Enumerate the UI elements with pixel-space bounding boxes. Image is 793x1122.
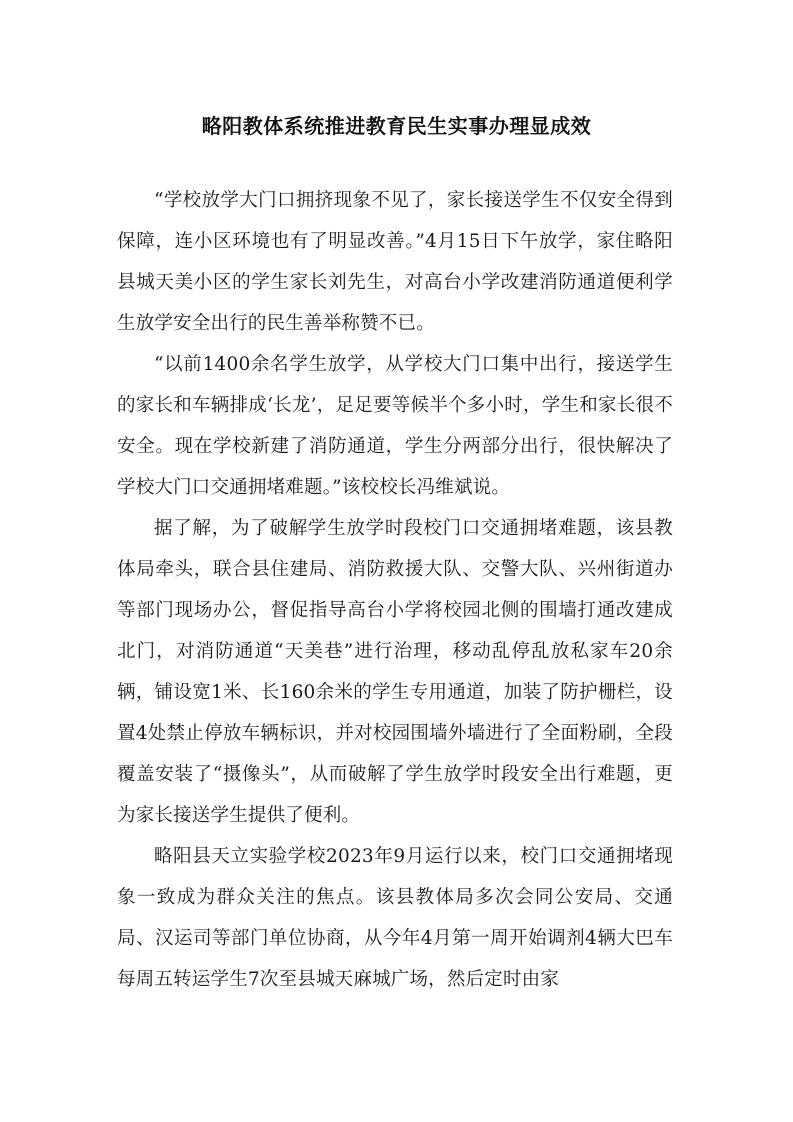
document-title: 略阳教体系统推进教育民生实事办理显成效	[201, 114, 592, 139]
paragraph-4: 略阳县天立实验学校2023年9月运行以来，校门口交通拥堵现象一致成为群众关注的焦点。该县教体局多次会同公安局、交通局、汉运司等部门单位协商，从今年4月第一周开始调剂4辆大巴车每周五转运学生7次至县城天麻城广场，然后定时由家	[117, 846, 673, 990]
paragraph-3: 据了解，为了破解学生放学时段校门口交通拥堵难题，该县教体局牵头，联合县住建局、消防救援大队、交警大队、兴州街道办等部门现场办公，督促指导高台小学将校园北侧的围墙打通改建成北门，对消防通道“天美巷”进行治理，移动乱停乱放私家车20余辆，铺设宽1米、长160余米的学生专用通道，加装了防护栅栏，设置4处禁止停放车辆标识，并对校园围墙外墙进行了全面粉刷，全段覆盖安装了“摄像头”，从而破解了学生放学时段安全出行难题，更为家长接送学生提供了便利。	[117, 518, 673, 826]
paragraph-1: “学校放学大门口拥挤现象不见了，家长接送学生不仅安全得到保障，连小区环境也有了明显改善。”4月15日下午放学，家住略阳县城天美小区的学生家长刘先生，对高台小学改建消防通道便利学生放学安全出行的民生善举称赞不已。	[117, 190, 673, 334]
document-body	[117, 180, 673, 1000]
paragraph-2: “以前1400余名学生放学，从学校大门口集中出行，接送学生的家长和车辆排成‘长龙’，足足要等候半个多小时，学生和家长很不安全。现在学校新建了消防通道，学生分两部分出行，很快解决了学校大门口交通拥堵难题。”该校校长冯维斌说。	[117, 354, 673, 498]
